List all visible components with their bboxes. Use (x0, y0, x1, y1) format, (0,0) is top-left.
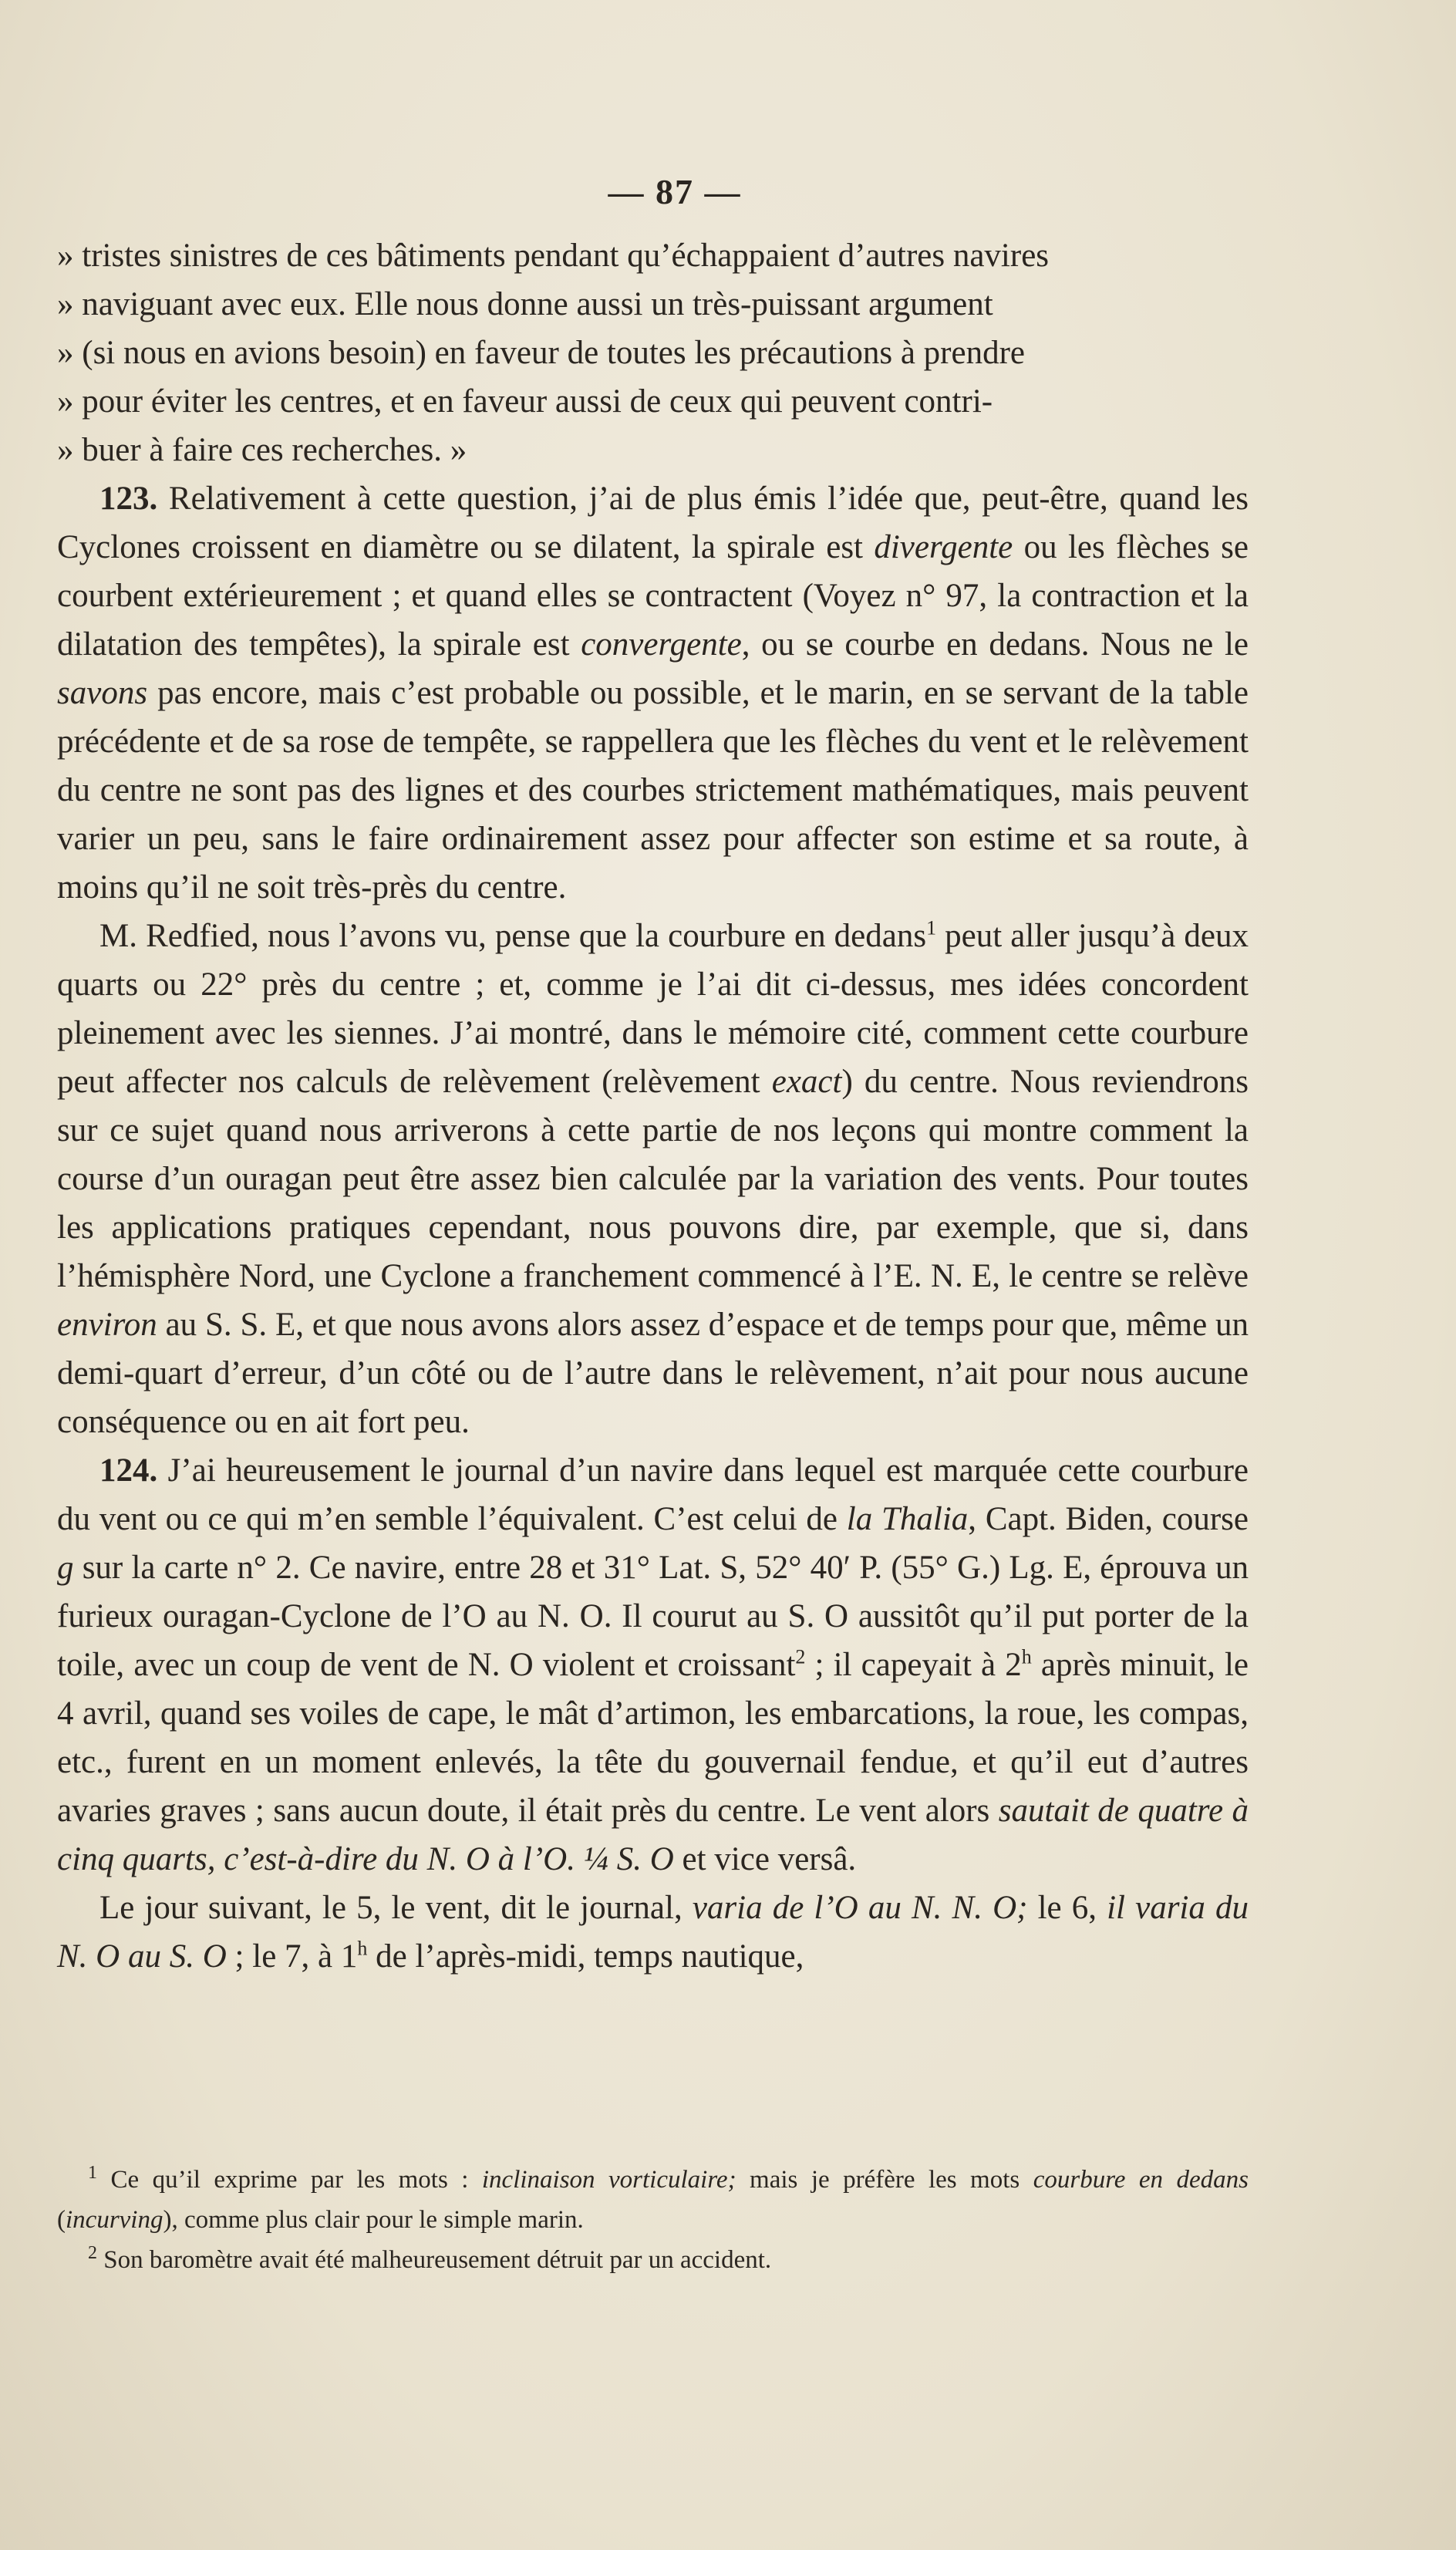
paragraph-text: ou les flèches se courbent extérieurement ; et quand elles se contractent (Voyez n° 97, la contraction et la dilatation des tempêtes), la spirale est (57, 529, 1249, 663)
paragraph-text: ; il capeyait à 2 (805, 1647, 1022, 1683)
paragraph-text: le 6, (1027, 1890, 1107, 1926)
paragraph-text: ; le 7, à 1 (226, 1938, 358, 1975)
paragraph-text: de l’après-midi, temps nautique, (367, 1938, 804, 1975)
paragraph-redfield (57, 912, 1249, 1446)
italic-term: inclinaison vorticulaire; (481, 2166, 736, 2194)
italic-term: il varia du N. O au S. O (57, 1890, 1249, 1975)
quote-line: » tristes sinistres de ces bâtiments pendant qu’échappaient d’autres navires (57, 238, 1050, 274)
body-text (57, 231, 1249, 1981)
paragraph-text: ) du centre. Nous reviendrons sur ce sujet quand nous arriverons à cette partie de nos leçons qui montre comment la course d’un ouragan peut être assez bien calculée par la variation des vents. Pour toutes les applications pratiques cependant, nous pouvons dire, par exemple, que si, dans l’hémisphère Nord, une Cyclone a franchement commencé à l’E. N. E, le centre se relève (57, 1064, 1249, 1294)
italic-term: incurving (66, 2206, 163, 2234)
italic-term: la Thalia (846, 1501, 969, 1537)
italic-term: sautait de quatre à cinq quarts, c’est-à-dire du N. O à l’O. ¼ S. O (57, 1793, 1249, 1877)
footnote-mark: 2 (88, 2243, 97, 2263)
paragraph-text: , ou se courbe en dedans. Nous ne le (741, 626, 1249, 663)
quote-line: » buer à faire ces recherches. » (57, 432, 467, 468)
hour-superscript: h (1021, 1645, 1032, 1668)
paragraph-text: au S. S. E, et que nous avons alors assez d’espace et de temps pour que, même un demi-quart d’erreur, d’un côté ou de l’autre dans le relèvement, n’ait pour nous aucune conséquence ou en ait fort peu. (57, 1307, 1249, 1440)
hour-superscript: h (357, 1937, 368, 1960)
footnotes (57, 2160, 1249, 2280)
italic-term: varia de l’O au N. N. O; (692, 1890, 1028, 1926)
quoted-passage (57, 231, 1249, 474)
paragraph-123 (57, 474, 1249, 912)
italic-term: savons (57, 675, 148, 711)
paragraph-text: , Capt. Biden, course (968, 1501, 1249, 1537)
paragraph-text: pas encore, mais c’est probable ou possible, et le marin, en se servant de la table précédente et de sa rose de tempête, se rappellera que les flèches du vent et le relèvement du centre ne sont pas des lignes et des courbes strictement mathématiques, mais peuvent varier un peu, sans le faire ordinairement assez pour affecter son estime et sa route, à moins qu’il ne soit très-près du centre. (57, 675, 1249, 906)
footnote-1 (57, 2160, 1249, 2240)
page-number: — 87 — (608, 172, 742, 211)
italic-term: courbure en dedans (1033, 2166, 1249, 2194)
quote-line: » pour éviter les centres, et en faveur aussi de ceux qui peuvent contri- (57, 383, 993, 420)
paragraph-text: après minuit, le 4 avril, quand ses voiles de cape, le mât d’artimon, les embarcations, la roue, les compas, etc., furent en un moment enlevés, la tête du gouvernail fendue, et qu’il eut d’autres avaries graves ; sans aucun doute, il était près du centre. Le vent alors (57, 1647, 1249, 1829)
paragraph-text: et vice versâ. (673, 1841, 857, 1877)
footnote-ref: 1 (926, 916, 937, 939)
italic-term: exact (771, 1064, 842, 1100)
quote-line: » naviguant avec eux. Elle nous donne aussi un très-puissant argument (57, 286, 993, 322)
paragraph-text: Relativement à cette question, j’ai de plus émis l’idée que, peut-être, quand les Cyclones croissent en diamètre ou se dilatent, la spirale est (57, 481, 1249, 565)
footnote-ref: 2 (795, 1645, 806, 1668)
italic-term: divergente (874, 529, 1013, 565)
paragraph-text: sur la carte n° 2. Ce navire, entre 28 et 31° Lat. S, 52° 40′ P. (55° G.) Lg. E, éprouva un furieux ouragan-Cyclone de l’O au N. O. Il courut au S. O aussitôt qu’il put porter de la toile, avec un coup de vent de N. O violent et croissant (57, 1550, 1249, 1683)
footnote-text: Son baromètre avait été malheureusement détruit par un accident. (97, 2246, 772, 2274)
footnote-2 (57, 2240, 1249, 2280)
footnote-text: mais je préfère les mots (736, 2166, 1033, 2194)
paragraph-text: Le jour suivant, le 5, le vent, dit le journal, (99, 1890, 693, 1926)
paragraph-124 (57, 1446, 1249, 1884)
paragraph-text: peut aller jusqu’à deux quarts ou 22° près du centre ; et, comme je l’ai dit ci-dessus, mes idées concordent pleinement avec les siennes. J’ai montré, dans le mémoire cité, comment cette courbure peut affecter nos calculs de relèvement (relèvement (57, 918, 1249, 1100)
footnote-text: ), comme plus clair pour le simple marin. (163, 2206, 584, 2234)
italic-term: environ (57, 1307, 157, 1343)
footnote-text: ( (57, 2206, 66, 2234)
paragraph-text: M. Redfied, nous l’avons vu, pense que la courbure en dedans (99, 918, 927, 954)
paragraph-text: J’ai heureusement le journal d’un navire dans lequel est marquée cette courbure du vent ou ce qui m’en semble l’équivalent. C’est celui de (57, 1452, 1249, 1537)
italic-term: convergente (581, 626, 742, 663)
paragraph-jour-suivant (57, 1884, 1249, 1981)
footnote-mark: 1 (88, 2163, 97, 2183)
quote-line: » (si nous en avions besoin) en faveur de toutes les précautions à prendre (57, 335, 1025, 371)
footnote-text: Ce qu’il exprime par les mots : (97, 2166, 482, 2194)
paragraph-number: 123. (99, 481, 158, 517)
italic-term: g (57, 1550, 74, 1586)
paragraph-number: 124. (99, 1452, 158, 1489)
